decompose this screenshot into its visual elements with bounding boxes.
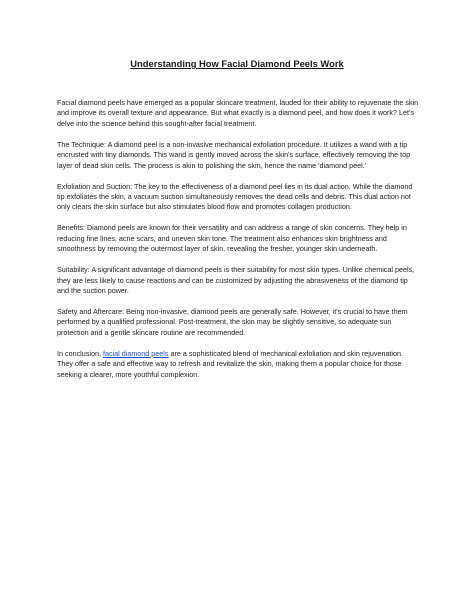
paragraph-intro: Facial diamond peels have emerged as a popular skincare treatment, lauded for their ability to rejuvenate the skin and improve its overall texture and appearance. But what exactly is a diamond peel, and how does it work? Let's delve into the science behind this sought-after facial treatment.: [57, 98, 419, 128]
paragraph-conclusion: [57, 349, 419, 380]
paragraph-suitability: Suitability: A significant advantage of diamond peels is their suitability for most skin types. Unlike chemical peels, they are less likely to cause reactions and can be customized by adjusting the abrasiveness of the diamond tip and the suction power.: [57, 265, 415, 296]
paragraph-safety-aftercare: Safety and Aftercare: Being non-invasive, diamond peels are generally safe. However, it's crucial to have them performed by a qualified professional. Post-treatment, the skin may be slightly sensitive, so adequate sun protection and a gentle skincare routine are recommended.: [57, 307, 408, 337]
document-body: [57, 98, 419, 391]
paragraph-benefits: Benefits: Diamond peels are known for their versatility and can address a range of skin concerns. They help in reducing fine lines, acne scars, and uneven skin tone. The treatment also enhances skin brightness and smoothness by removing the outermost layer of skin, revealing the fresher, younger skin underneath.: [57, 223, 407, 254]
facial-diamond-peels-link[interactable]: facial diamond peels: [102, 348, 169, 358]
conclusion-lead-text: In conclusion,: [57, 348, 103, 358]
paragraph-exfoliation-suction: Exfoliation and Suction: The key to the effectiveness of a diamond peel lies in its dual action. While the diamond tip exfoliates the skin, a vacuum suction simultaneously removes the dead cells and debris. This dual action not only clears the skin surface but also stimulates blood flow and promotes collagen production.: [57, 181, 413, 212]
page-title: Understanding How Facial Diamond Peels Work: [130, 58, 344, 69]
paragraph-technique: The Technique: A diamond peel is a non-invasive mechanical exfoliation procedure. It utilizes a wand with a tip encrusted with tiny diamonds. This wand is gently moved across the skin's surface, effectively removing the top layer of dead skin cells. The process is akin to polishing the skin, hence the name 'diamond peel.': [57, 139, 411, 170]
conclusion-rest-text: are a sophisticated blend of mechanical exfoliation and skin rejuvenation. They offer a safe and effective way to refresh and revitalize the skin, making them a popular choice for those seeking a clearer, more youthful complexion.: [57, 348, 404, 379]
